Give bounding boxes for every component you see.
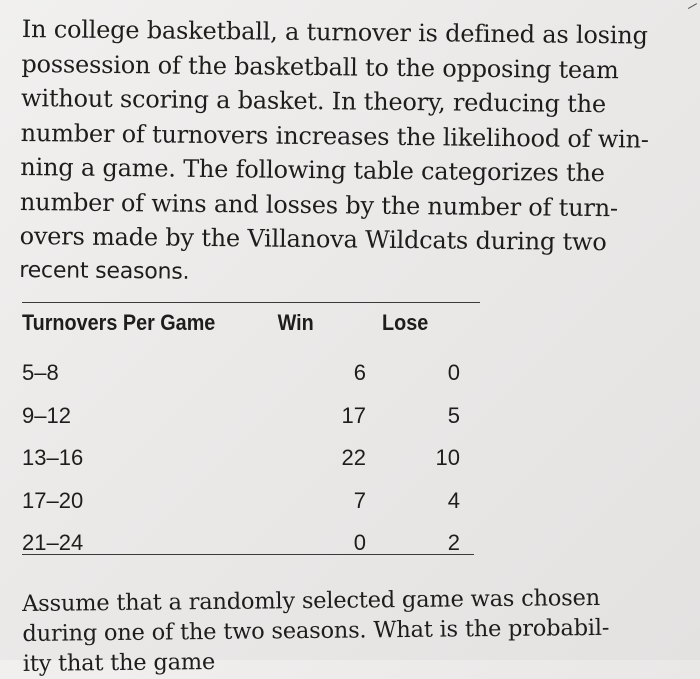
win-count: 0 bbox=[353, 530, 366, 555]
turnover-range: 17–20 bbox=[22, 487, 84, 513]
question-paragraph bbox=[22, 581, 693, 678]
lose-count: 5 bbox=[447, 402, 460, 428]
win-count: 17 bbox=[341, 402, 366, 428]
turnover-range: 13–16 bbox=[22, 445, 84, 470]
intro-line: possession of the basketball to the opposing team bbox=[21, 49, 619, 84]
win-count: 6 bbox=[353, 360, 366, 385]
lose-count: 4 bbox=[447, 487, 460, 513]
intro-line: number of wins and losses by the number of turn- bbox=[19, 187, 619, 222]
page-corner-mark bbox=[685, 0, 697, 9]
table-top-rule bbox=[22, 302, 480, 303]
table-row bbox=[22, 437, 482, 480]
question-line: Assume that a randomly selected game was chosen bbox=[22, 584, 601, 617]
table-row bbox=[22, 480, 482, 523]
intro-line: In college basketball, a turnover is defined as losing bbox=[21, 14, 648, 50]
table-row bbox=[22, 395, 482, 438]
header-win: Win bbox=[277, 310, 314, 335]
turnovers-table bbox=[22, 310, 482, 555]
header-lose: Lose bbox=[382, 310, 429, 335]
question-line: during one of the two seasons. What is the probabil- bbox=[22, 614, 610, 647]
lose-count: 0 bbox=[447, 360, 460, 385]
turnover-range: 9–12 bbox=[22, 402, 71, 428]
intro-line: recent seasons. bbox=[19, 257, 190, 285]
lose-count: 10 bbox=[435, 445, 460, 470]
intro-paragraph bbox=[19, 12, 692, 295]
table-row bbox=[22, 352, 482, 395]
question-line: ity that the game bbox=[22, 648, 216, 677]
turnover-range: 5–8 bbox=[22, 360, 59, 385]
lose-count: 2 bbox=[447, 530, 460, 555]
header-turnovers: Turnovers Per Game bbox=[22, 310, 216, 335]
turnover-range: 21–24 bbox=[22, 530, 84, 555]
intro-line: without scoring a basket. In theory, reducing the bbox=[20, 83, 607, 119]
intro-line: overs made by the Villanova Wildcats during two bbox=[19, 221, 607, 257]
table-row bbox=[22, 522, 482, 565]
intro-line: number of turnovers increases the likelihood of win- bbox=[20, 118, 649, 154]
win-count: 22 bbox=[341, 445, 366, 470]
win-count: 7 bbox=[353, 487, 366, 513]
intro-line: ning a game. The following table categorizes the bbox=[20, 152, 605, 188]
table-header-row bbox=[22, 310, 436, 350]
table-bottom-rule bbox=[22, 554, 474, 555]
